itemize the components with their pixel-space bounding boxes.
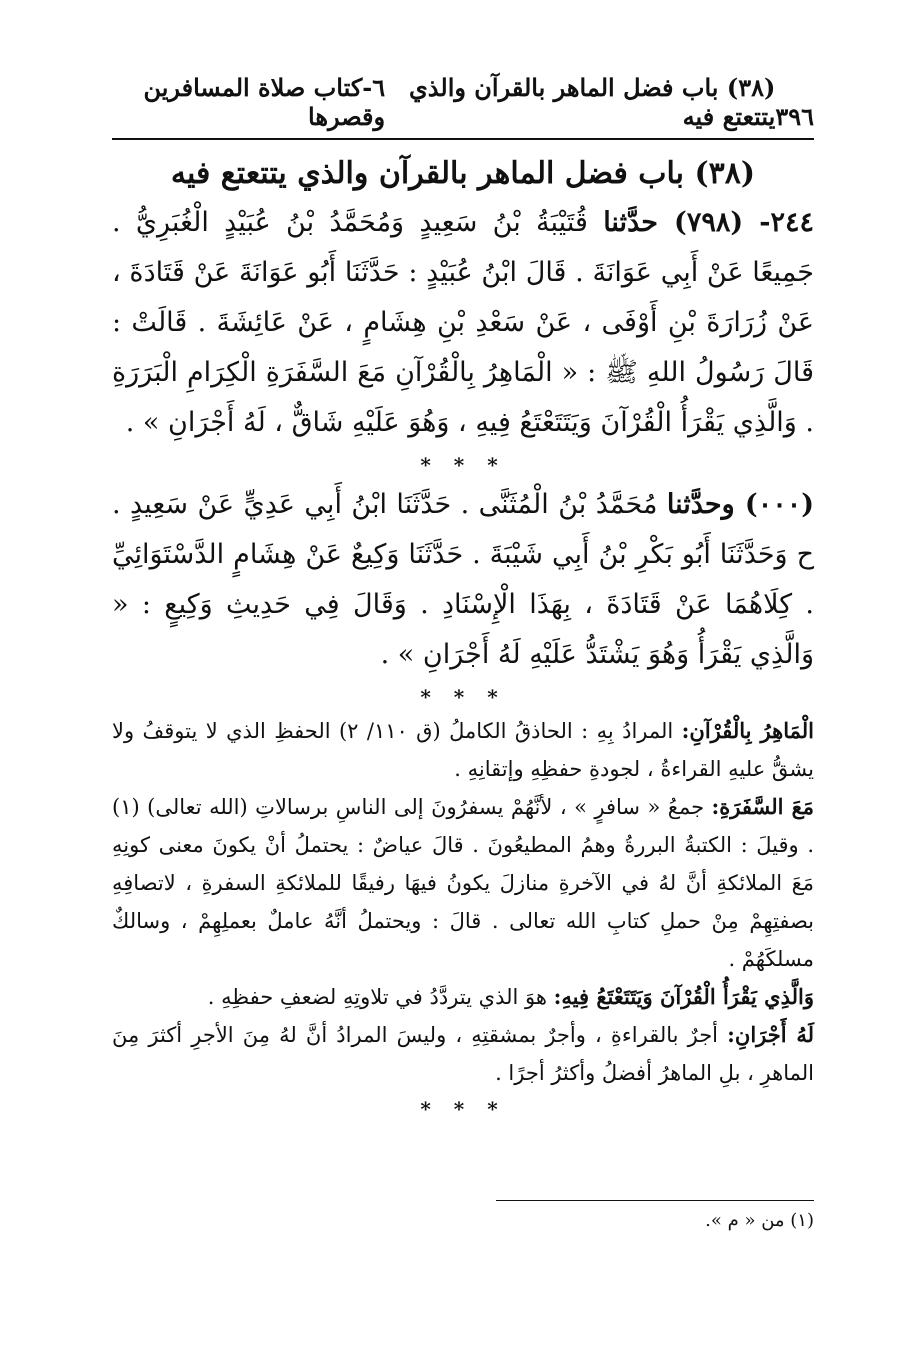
hadith-2-text: مُحَمَّدُ بْنُ الْمُثَنَّى . حَدَّثَنَا ابْنُ أَبِي عَدِيٍّ عَنْ سَعِيدٍ . ح وَحَدَّثَنَا أَبُو بَكْرِ بْنُ أَبِي شَيْبَةَ . حَدَّثَنَا وَكِيعٌ عَنْ هِشَامٍ الدَّسْتَوَائِيِّ . كِلَاهُمَا عَنْ قَتَادَةَ ، بِهَذَا الْإِسْنَادِ . وَقَالَ فِي حَدِيثِ وَكِيعٍ : « وَالَّذِي يَقْرَأُ وَهُوَ يَشْتَدُّ عَلَيْهِ لَهُ أَجْرَانِ » . — [112, 489, 814, 670]
commentary-paragraph — [112, 1016, 814, 1092]
hadith-2-number: (٠٠٠) وحدَّثنا — [666, 489, 814, 520]
commentary-text: جمعُ « سافرٍ » ، لأنَّهُمْ يسفرُونَ إلى الناسِ برسالاتِ (الله تعالى) (١) . وقيلَ : الكتبةُ البررةُ وهمُ المطيعُونَ . قالَ عياضٌ : يحتملُ أنْ يكونَ معنى كونِهِ مَعَ الملائكةِ أنَّ لهُ في الآخرةِ منازلَ يكونُ فيهَا رفيقًا للملائكةِ السفرةِ ، لاتصافِهِ بصفتِهِمْ مِنْ حملِ كتابِ الله تعالى . قالَ : ويحتملُ أنَّهُ عاملٌ بعملِهِمْ ، وسالكٌ مسلكَهُمْ . — [112, 795, 814, 971]
hadith-1-number: ٢٤٤- (٧٩٨) حدَّثنا — [603, 207, 814, 238]
page-number: ٣٩٦ — [775, 102, 814, 132]
commentary-text: أجرٌ بالقراءةِ ، وأجرٌ بمشقتِهِ ، وليسَ المرادُ أنَّ لهُ مِنَ الأجرِ أكثرَ مِنَ الماهرِ ، بلِ الماهرُ أفضلُ وأكثرُ أجرًا . — [112, 1023, 814, 1085]
page-body — [112, 150, 814, 1124]
commentary-text: المرادُ بِهِ : الحاذقُ الكاملُ (ق ١١٠/ ٢) الحفظِ الذي لا يتوقفُ ولا يشقُّ عليهِ القراءةُ ، لجودةِ حفظِهِ وإتقانِهِ . — [112, 719, 814, 781]
section-separator-1: * * * — [420, 453, 506, 477]
footnote: (١) من « م ». — [705, 1210, 814, 1231]
commentary-paragraph — [112, 712, 814, 788]
commentary-text: هوَ الذي يتردَّدُ في تلاوتِهِ لضعفِ حفظِهِ . — [207, 985, 554, 1009]
section-separator-3: * * * — [420, 1097, 506, 1121]
commentary-term: مَعَ السَّفَرَةِ: — [711, 794, 815, 819]
running-header — [112, 73, 814, 132]
section-separator-2: * * * — [420, 685, 506, 709]
footnote-rule — [496, 1200, 814, 1201]
running-book-title: ٦-كتاب صلاة المسافرين وقصرها — [143, 73, 386, 132]
hadith-paragraph-1 — [112, 198, 814, 448]
commentary-paragraph — [112, 788, 814, 978]
commentary-term: لَهُ أَجْرَانِ: — [727, 1022, 814, 1047]
hadith-1-text: قُتَيْبَةُ بْنُ سَعِيدٍ وَمُحَمَّدُ بْنُ عُبَيْدٍ الْغُبَرِيُّ . جَمِيعًا عَنْ أَبِي عَوَانَةَ . قَالَ ابْنُ عُبَيْدٍ : حَدَّثَنَا أَبُو عَوَانَةَ عَنْ قَتَادَةَ ، عَنْ زُرَارَةَ بْنِ أَوْفَى ، عَنْ سَعْدِ بْنِ هِشَامٍ ، عَنْ عَائِشَةَ . قَالَتْ : قَالَ رَسُولُ اللهِ ﷺ : « الْمَاهِرُ بِالْقُرْآنِ مَعَ السَّفَرَةِ الْكِرَامِ الْبَرَرَةِ . وَالَّذِي يَقْرَأُ الْقُرْآنَ وَيَتَتَعْتَعُ فِيهِ ، وَهُوَ عَلَيْهِ شَاقٌّ ، لَهُ أَجْرَانِ » . — [112, 207, 814, 438]
commentary-term: الْمَاهِرُ بِالْقُرْآنِ: — [681, 718, 814, 743]
hadith-paragraph-2 — [112, 480, 814, 680]
header-rule — [112, 138, 814, 140]
commentary-term: وَالَّذِي يَقْرَأُ الْقُرْآنَ وَيَتَتَعْتَعُ فِيهِ: — [553, 984, 814, 1009]
running-chapter-title: (٣٨) باب فضل الماهر بالقرآن والذي يتتعتع فيه — [409, 73, 776, 132]
commentary-paragraph — [112, 978, 814, 1016]
chapter-title: (٣٨) باب فضل الماهر بالقرآن والذي يتتعتع فيه — [170, 156, 756, 191]
